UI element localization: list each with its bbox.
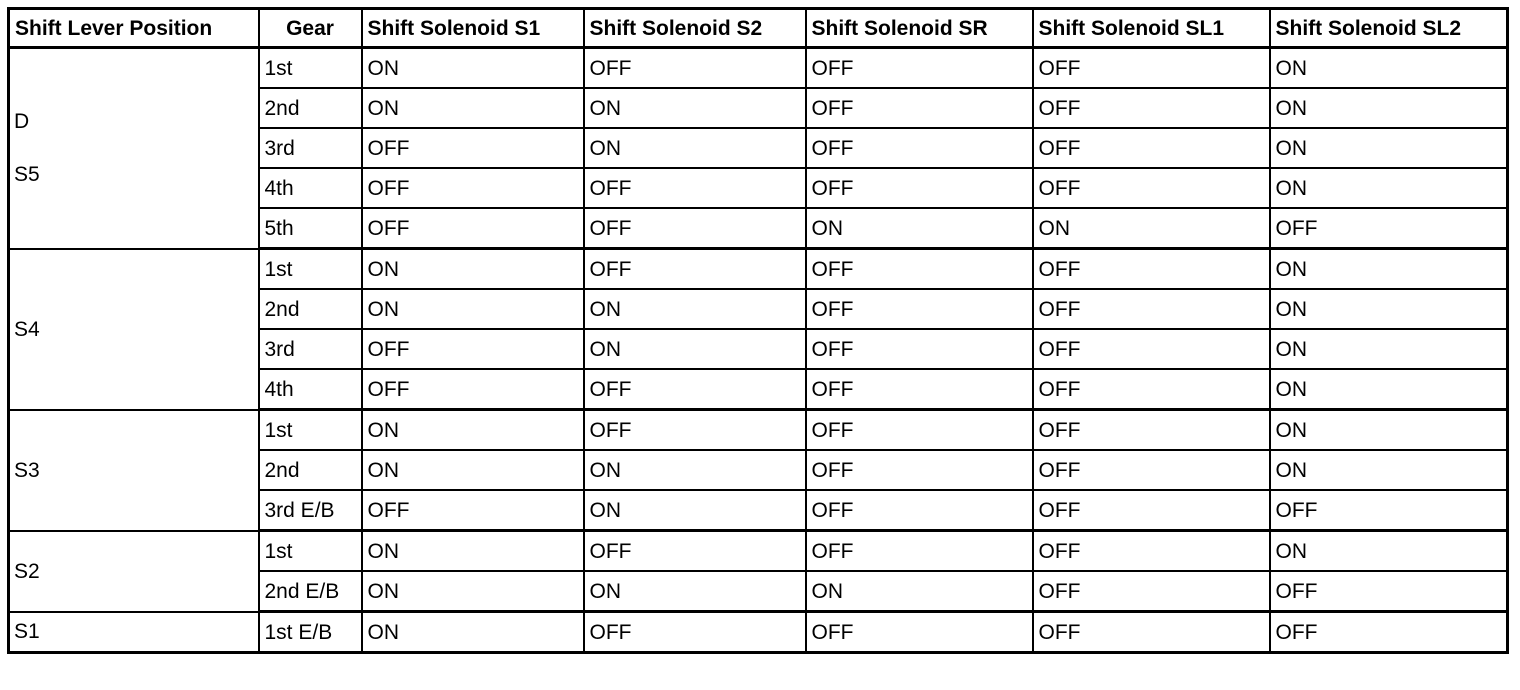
solenoid-sl2-cell: OFF	[1270, 571, 1508, 612]
solenoid-sr-cell: OFF	[806, 612, 1033, 653]
solenoid-sr-cell: OFF	[806, 289, 1033, 329]
solenoid-sl2-cell: ON	[1270, 369, 1508, 410]
shift-lever-position-label: D	[14, 110, 30, 134]
solenoid-sl2-cell: ON	[1270, 168, 1508, 208]
shift-lever-position-cell	[9, 48, 259, 249]
solenoid-s2-cell: ON	[584, 289, 806, 329]
solenoid-s2-cell: OFF	[584, 168, 806, 208]
header-solenoid-sr: Shift Solenoid SR	[806, 9, 1033, 48]
solenoid-sr-cell: OFF	[806, 450, 1033, 490]
solenoid-s1-cell: OFF	[362, 168, 584, 208]
shift-lever-position-label: S5	[14, 163, 40, 187]
gear-cell: 1st E/B	[259, 612, 362, 653]
header-row	[9, 9, 1508, 48]
solenoid-s2-cell: ON	[584, 450, 806, 490]
gear-cell: 3rd	[259, 329, 362, 369]
solenoid-s1-cell: ON	[362, 48, 584, 89]
shift-lever-position-label: S1	[14, 620, 40, 644]
solenoid-sl1-cell: OFF	[1033, 88, 1270, 128]
shift-lever-position-cell	[9, 531, 259, 612]
solenoid-s1-cell: OFF	[362, 490, 584, 531]
solenoid-s2-cell: ON	[584, 571, 806, 612]
shift-lever-position-label: S2	[14, 559, 40, 583]
solenoid-s1-cell: OFF	[362, 208, 584, 249]
header-solenoid-s2: Shift Solenoid S2	[584, 9, 806, 48]
solenoid-sr-cell: OFF	[806, 168, 1033, 208]
solenoid-s1-cell: OFF	[362, 128, 584, 168]
solenoid-sl2-cell: ON	[1270, 450, 1508, 490]
gear-cell: 1st	[259, 410, 362, 451]
solenoid-sr-cell: OFF	[806, 490, 1033, 531]
gear-cell: 2nd	[259, 88, 362, 128]
solenoid-s1-cell: ON	[362, 450, 584, 490]
solenoid-sl1-cell: OFF	[1033, 410, 1270, 451]
header-solenoid-s1: Shift Solenoid S1	[362, 9, 584, 48]
solenoid-s2-cell: ON	[584, 128, 806, 168]
solenoid-sl2-cell: ON	[1270, 289, 1508, 329]
gear-cell: 4th	[259, 369, 362, 410]
solenoid-s2-cell: OFF	[584, 249, 806, 290]
solenoid-sl2-cell: ON	[1270, 531, 1508, 572]
solenoid-s2-cell: ON	[584, 490, 806, 531]
solenoid-s1-cell: ON	[362, 289, 584, 329]
solenoid-s2-cell: OFF	[584, 531, 806, 572]
solenoid-s2-cell: OFF	[584, 208, 806, 249]
solenoid-sl1-cell: OFF	[1033, 128, 1270, 168]
solenoid-sl1-cell: OFF	[1033, 612, 1270, 653]
solenoid-s2-cell: ON	[584, 88, 806, 128]
solenoid-sl2-cell: ON	[1270, 48, 1508, 89]
solenoid-sl2-cell: ON	[1270, 249, 1508, 290]
table-body	[9, 48, 1508, 653]
solenoid-s2-cell: OFF	[584, 410, 806, 451]
solenoid-s2-cell: ON	[584, 329, 806, 369]
solenoid-s2-cell: OFF	[584, 369, 806, 410]
solenoid-s1-cell: ON	[362, 571, 584, 612]
gear-cell: 2nd	[259, 450, 362, 490]
solenoid-sl1-cell: OFF	[1033, 531, 1270, 572]
solenoid-sl1-cell: OFF	[1033, 249, 1270, 290]
solenoid-sr-cell: OFF	[806, 531, 1033, 572]
solenoid-sr-cell: OFF	[806, 329, 1033, 369]
header-solenoid-sl1: Shift Solenoid SL1	[1033, 9, 1270, 48]
gear-cell: 1st	[259, 531, 362, 572]
table-row	[9, 249, 1508, 290]
table-row	[9, 410, 1508, 451]
solenoid-sl1-cell: OFF	[1033, 490, 1270, 531]
solenoid-s1-cell: ON	[362, 249, 584, 290]
solenoid-sr-cell: OFF	[806, 369, 1033, 410]
solenoid-table	[7, 7, 1509, 654]
solenoid-s1-cell: ON	[362, 612, 584, 653]
gear-cell: 1st	[259, 249, 362, 290]
gear-cell: 2nd E/B	[259, 571, 362, 612]
solenoid-sl2-cell: ON	[1270, 329, 1508, 369]
solenoid-s1-cell: ON	[362, 88, 584, 128]
solenoid-sl2-cell: ON	[1270, 410, 1508, 451]
solenoid-sl1-cell: OFF	[1033, 329, 1270, 369]
solenoid-sr-cell: OFF	[806, 88, 1033, 128]
solenoid-s2-cell: OFF	[584, 612, 806, 653]
header-solenoid-sl2: Shift Solenoid SL2	[1270, 9, 1508, 48]
header-gear: Gear	[259, 9, 362, 48]
solenoid-sl1-cell: OFF	[1033, 168, 1270, 208]
solenoid-sr-cell: OFF	[806, 410, 1033, 451]
gear-cell: 3rd E/B	[259, 490, 362, 531]
solenoid-sl1-cell: OFF	[1033, 450, 1270, 490]
gear-cell: 5th	[259, 208, 362, 249]
gear-cell: 4th	[259, 168, 362, 208]
solenoid-sl2-cell: OFF	[1270, 490, 1508, 531]
solenoid-s2-cell: OFF	[584, 48, 806, 89]
solenoid-sr-cell: OFF	[806, 48, 1033, 89]
table-header	[9, 9, 1508, 48]
shift-lever-position-cell	[9, 612, 259, 653]
solenoid-sl2-cell: OFF	[1270, 612, 1508, 653]
table-row	[9, 612, 1508, 653]
solenoid-sl2-cell: OFF	[1270, 208, 1508, 249]
solenoid-sl1-cell: OFF	[1033, 369, 1270, 410]
shift-lever-position-cell	[9, 410, 259, 531]
solenoid-sl1-cell: OFF	[1033, 571, 1270, 612]
gear-cell: 2nd	[259, 289, 362, 329]
solenoid-s1-cell: ON	[362, 531, 584, 572]
solenoid-sr-cell: ON	[806, 208, 1033, 249]
gear-cell: 1st	[259, 48, 362, 89]
shift-lever-position-label: S4	[14, 317, 40, 341]
solenoid-sl1-cell: OFF	[1033, 289, 1270, 329]
table-row	[9, 531, 1508, 572]
solenoid-sl2-cell: ON	[1270, 88, 1508, 128]
solenoid-sl1-cell: OFF	[1033, 48, 1270, 89]
solenoid-s1-cell: OFF	[362, 329, 584, 369]
solenoid-sl1-cell: ON	[1033, 208, 1270, 249]
solenoid-s1-cell: OFF	[362, 369, 584, 410]
shift-lever-position-cell	[9, 249, 259, 410]
solenoid-sl2-cell: ON	[1270, 128, 1508, 168]
solenoid-sr-cell: ON	[806, 571, 1033, 612]
solenoid-sr-cell: OFF	[806, 249, 1033, 290]
solenoid-sr-cell: OFF	[806, 128, 1033, 168]
gear-cell: 3rd	[259, 128, 362, 168]
table-row	[9, 48, 1508, 89]
header-shift-lever-position: Shift Lever Position	[9, 9, 259, 48]
solenoid-s1-cell: ON	[362, 410, 584, 451]
shift-lever-position-label: S3	[14, 458, 40, 482]
